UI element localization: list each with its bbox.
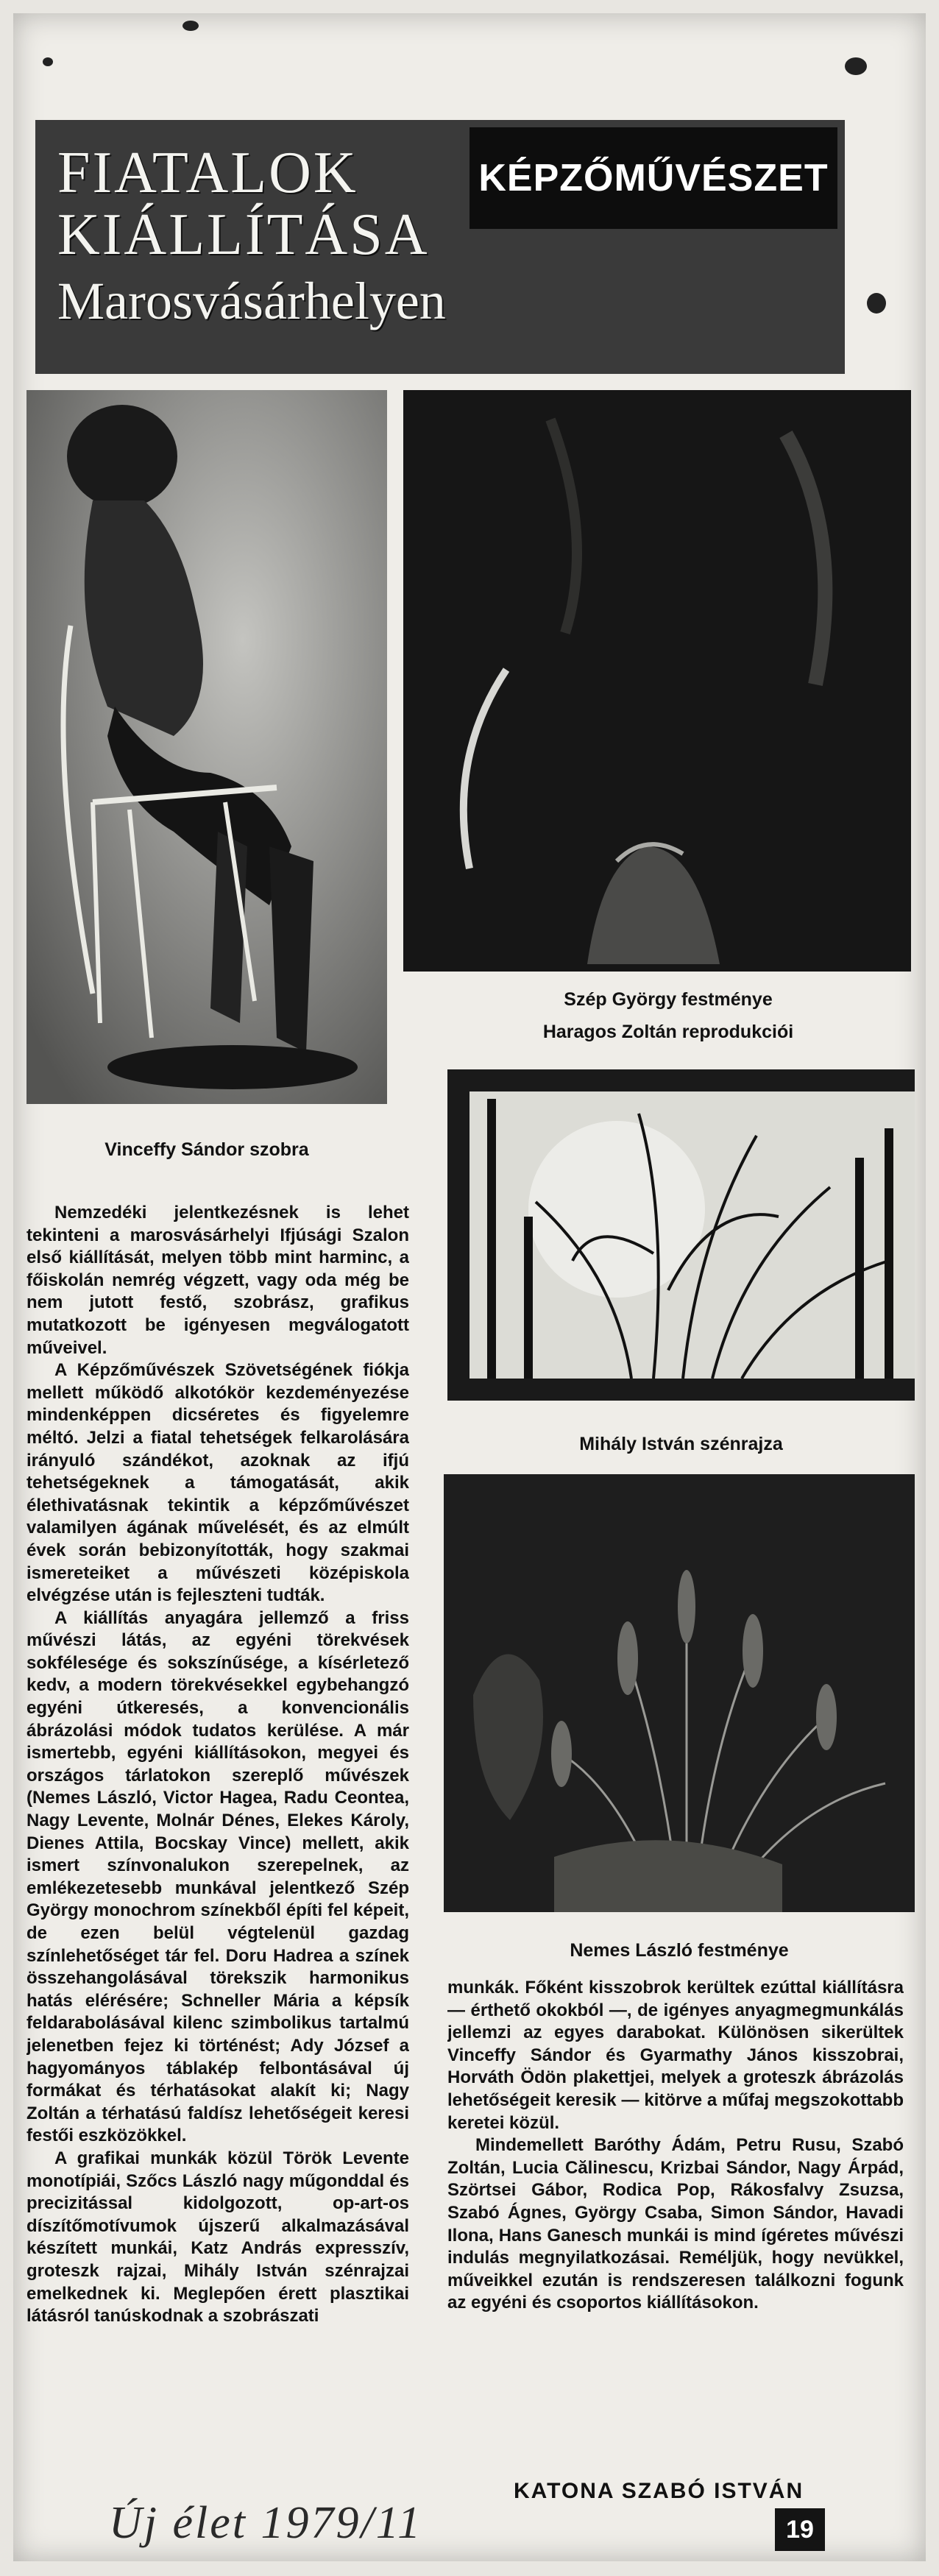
drawing-photo bbox=[447, 1069, 915, 1401]
caption-painting-2: Nemes László festménye bbox=[570, 1940, 789, 1961]
headline bbox=[57, 142, 429, 266]
paragraph: Nemzedéki jelentkezésnek is lehet tekinteni a marosvásárhelyi Ifjúsági Szalon első kiállítását, melyen több mint harminc, a főiskolán nemrég végzett, vagy oda még be nem jutott festő, szobrász, grafikus mutatkozott be igényesen megválogatott műveivel. bbox=[26, 1203, 409, 1358]
section-badge: KÉPZŐMŰVÉSZET bbox=[470, 127, 837, 229]
article-header bbox=[35, 120, 845, 374]
headline-line2: KIÁLLÍTÁSA bbox=[57, 202, 430, 267]
ink-speck bbox=[43, 57, 53, 66]
caption-drawing: Mihály István szénrajza bbox=[579, 1434, 783, 1454]
article-column-left bbox=[26, 1202, 409, 2468]
paragraph: munkák. Főként kisszobrok kerültek ezúttal kiállításra — érthető okokból —, de igényes anyagmegmunkálás jellemzi az egyes darabokat. Különösen sikerültek Vinceffy Sándor és Gyarmathy János kisszobrai, Horváth Ödön plakettjei, melyek a groteszk ábrázolás lehetőségeit keresik — kitörve a műfaj megszokottabb keretei közül. bbox=[447, 1978, 904, 2133]
ink-speck bbox=[867, 293, 886, 314]
sculpture-photo bbox=[26, 390, 387, 1104]
article-column-right bbox=[447, 1977, 904, 2470]
caption-painting-1-line2: Haragos Zoltán reprodukciói bbox=[542, 1022, 794, 1042]
paragraph: A Képzőművészek Szövetségének fiókja mellett működő alkotókör kezdeményezése mindenképpen dicséretes és figyelemre méltó. Jelzi a fiatal tehetségek felkarolására irányuló szándékot, azoknak az ifjú tehetségeknek a támogatását, akik élethivatásnak tekintik a képzőművészet valamilyen ágának művelését, és az elmúlt évek során bebizonyították, hogy szakmai ismereteiket a művészeti középiskola elvégzése után is fejleszteni tudták. bbox=[26, 1360, 409, 1606]
ink-speck bbox=[183, 21, 199, 31]
author-byline: KATONA SZABÓ ISTVÁN bbox=[514, 2479, 804, 2503]
handwritten-note: Új élet 1979/11 bbox=[109, 2498, 423, 2548]
caption-sculpture: Vinceffy Sándor szobra bbox=[104, 1139, 309, 1160]
page-number: 19 bbox=[775, 2508, 825, 2551]
newspaper-page bbox=[13, 13, 926, 2561]
headline-subtitle: Marosvásárhelyen bbox=[57, 272, 446, 330]
ink-speck bbox=[845, 57, 867, 75]
paragraph: A kiállítás anyagára jellemző a friss művészi látás, az egyéni törekvések sokfélesége és sokszínűsége, a kísérletező kedv, a modern törekvésekkel egybehangzó egyéni útkeresés, a konvencionális ábrázolási módok tudatos kerülése. A már ismertebb, egyéni kiállításokon, megyei és országos tárlatokon szereplő művészek (Nemes László, Victor Hagea, Radu Ceontea, Nagy Levente, Molnár Dénes, Elekes Károly, Dienes Attila, Bocskay Vince) mellett, akik ismert színvonalukon szerepelnek, az emlékezetesebb munkával jelentkező Szép György monochrom színekből építi fel képeit, de ezen belül végtelenül gazdag színlehetőséget tár fel. Doru Hadrea a színek összehangolásával törekszik harmonikus hatás elérésére; Schneller Mária a képsík feldarabolásával kilenc szimbolikus tartalmú jelenetben fejez ki történést; Ady József a hagyományos táblakép felbontásával új formákat és térhatásokat alakít ki; Nagy Zoltán a térhatású faldísz lehetőségeit keresi festői eszközökkel. bbox=[26, 1607, 409, 2146]
headline-line1: FIATALOK bbox=[57, 141, 358, 205]
caption-painting-1 bbox=[425, 983, 911, 1048]
paragraph: Mindemellett Baróthy Ádám, Petru Rusu, Szabó Zoltán, Lucia Călinescu, Krizbai Sándor, Nagy Árpád, Szörtsei Gábor, Rodica Pop, Rákosfalvy Zsuzsa, Szabó Ágnes, György Csaba, Simon Sándor, Havadi Ilona, Hans Ganesch munkái is mind ígéretes művészi indulás megnyilatkozásai. Reméljük, hogy nevükkel, műveikkel ezután is rendszeresen találkozni fogunk az egyéni és csoportos kiállításokon. bbox=[447, 2135, 904, 2313]
caption-painting-1-line1: Szép György festménye bbox=[564, 989, 773, 1010]
paragraph: A grafikai munkák közül Török Levente monotípiái, Szőcs László nagy műgonddal és precizitással kidolgozott, op-art-os díszítőmotívumok újszerű alkalmazásával készített munkái, Katz András expresszív, groteszk rajzai, Mihály István szénrajzai emelkednek ki. Meglepően érett plasztikai látásról tanúskodnak a szobrászati bbox=[26, 2148, 409, 2326]
painting-photo-1 bbox=[403, 390, 911, 972]
painting-photo-2 bbox=[444, 1474, 915, 1912]
